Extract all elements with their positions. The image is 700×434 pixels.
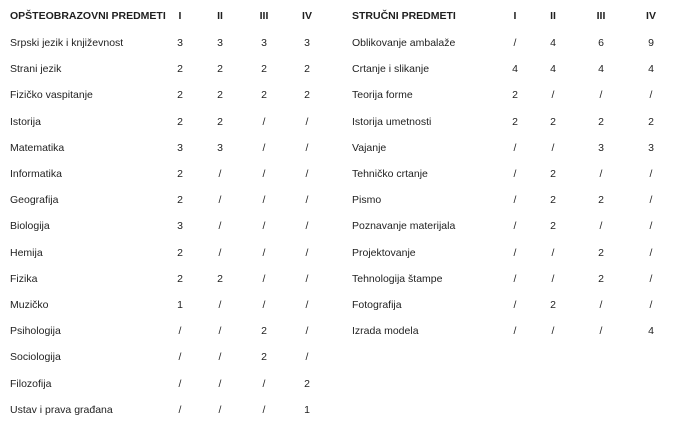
vocational-subject-name: Istorija umetnosti <box>352 116 432 128</box>
vocational-grade-header: III <box>596 10 606 22</box>
general-hours-cell: 3 <box>217 37 223 49</box>
general-hours-cell: 2 <box>177 168 183 180</box>
general-hours-cell: 2 <box>261 63 267 75</box>
general-subject-name: Psihologija <box>10 325 61 337</box>
vocational-hours-cell: / <box>513 325 517 337</box>
general-subjects-header: OPŠTEOBRAZOVNI PREDMETI <box>10 10 166 22</box>
vocational-hours-cell: / <box>599 168 603 180</box>
general-hours-cell: / <box>305 351 309 363</box>
general-hours-cell: 2 <box>177 273 183 285</box>
vocational-hours-cell: / <box>649 89 653 101</box>
vocational-hours-cell: 2 <box>598 116 604 128</box>
general-hours-cell: 3 <box>177 37 183 49</box>
general-hours-cell: 2 <box>304 378 310 390</box>
general-grade-header: III <box>259 10 269 22</box>
vocational-hours-cell: 4 <box>550 63 556 75</box>
general-hours-cell: / <box>218 194 222 206</box>
general-hours-cell: / <box>262 220 266 232</box>
general-hours-cell: 2 <box>261 325 267 337</box>
general-hours-cell: / <box>305 220 309 232</box>
general-hours-cell: / <box>218 351 222 363</box>
vocational-hours-cell: / <box>649 299 653 311</box>
vocational-subject-name: Projektovanje <box>352 247 416 259</box>
general-subject-name: Filozofija <box>10 378 52 390</box>
general-hours-cell: 2 <box>217 116 223 128</box>
general-hours-cell: / <box>178 325 182 337</box>
general-hours-cell: / <box>218 247 222 259</box>
vocational-hours-cell: / <box>551 89 555 101</box>
general-hours-cell: 2 <box>177 63 183 75</box>
vocational-subject-name: Tehničko crtanje <box>352 168 428 180</box>
general-hours-cell: / <box>305 247 309 259</box>
vocational-hours-cell: / <box>551 325 555 337</box>
vocational-hours-cell: 2 <box>598 273 604 285</box>
general-hours-cell: / <box>262 404 266 416</box>
general-hours-cell: / <box>262 273 266 285</box>
vocational-hours-cell: 4 <box>648 325 654 337</box>
general-subject-name: Strani jezik <box>10 63 62 75</box>
general-hours-cell: 2 <box>261 351 267 363</box>
vocational-subject-name: Crtanje i slikanje <box>352 63 430 75</box>
general-subject-name: Matematika <box>10 142 65 154</box>
general-hours-cell: 2 <box>304 89 310 101</box>
general-hours-cell: / <box>218 220 222 232</box>
vocational-hours-cell: / <box>599 299 603 311</box>
vocational-hours-cell: 4 <box>598 63 604 75</box>
vocational-hours-cell: / <box>513 142 517 154</box>
vocational-hours-cell: / <box>599 89 603 101</box>
general-hours-cell: / <box>262 116 266 128</box>
general-hours-cell: 1 <box>304 404 310 416</box>
general-hours-cell: 3 <box>261 37 267 49</box>
vocational-hours-cell: 3 <box>598 142 604 154</box>
general-grade-header: IV <box>302 10 312 22</box>
general-hours-cell: / <box>305 168 309 180</box>
general-hours-cell: 3 <box>177 142 183 154</box>
vocational-hours-cell: 4 <box>550 37 556 49</box>
vocational-hours-cell: / <box>551 273 555 285</box>
vocational-hours-cell: 4 <box>648 63 654 75</box>
vocational-subject-name: Oblikovanje ambalaže <box>352 37 456 49</box>
vocational-subjects-header: STRUČNI PREDMETI <box>352 10 456 22</box>
general-hours-cell: 2 <box>177 194 183 206</box>
general-hours-cell: / <box>305 325 309 337</box>
vocational-hours-cell: / <box>513 247 517 259</box>
vocational-hours-cell: / <box>551 142 555 154</box>
general-hours-cell: 2 <box>217 273 223 285</box>
general-subject-name: Informatika <box>10 168 62 180</box>
vocational-hours-cell: / <box>513 168 517 180</box>
vocational-hours-cell: / <box>649 168 653 180</box>
vocational-hours-cell: 2 <box>550 220 556 232</box>
general-hours-cell: / <box>178 351 182 363</box>
vocational-subject-name: Izrada modela <box>352 325 419 337</box>
general-hours-cell: 2 <box>217 89 223 101</box>
vocational-hours-cell: / <box>513 37 517 49</box>
vocational-hours-cell: / <box>551 247 555 259</box>
vocational-hours-cell: 2 <box>550 194 556 206</box>
general-hours-cell: 3 <box>177 220 183 232</box>
vocational-subject-name: Fotografija <box>352 299 402 311</box>
general-subject-name: Sociologija <box>10 351 61 363</box>
vocational-grade-header: I <box>513 10 517 22</box>
general-subject-name: Muzičko <box>10 299 49 311</box>
vocational-subject-name: Tehnologija štampe <box>352 273 443 285</box>
general-hours-cell: / <box>218 404 222 416</box>
vocational-subject-name: Teorija forme <box>352 89 413 101</box>
vocational-grade-header: II <box>550 10 556 22</box>
vocational-grade-header: IV <box>646 10 656 22</box>
general-hours-cell: / <box>305 116 309 128</box>
general-subject-name: Hemija <box>10 247 43 259</box>
general-hours-cell: / <box>218 378 222 390</box>
general-hours-cell: / <box>178 378 182 390</box>
vocational-hours-cell: 2 <box>550 168 556 180</box>
general-hours-cell: 2 <box>177 247 183 259</box>
general-subject-name: Istorija <box>10 116 41 128</box>
vocational-hours-cell: 2 <box>550 299 556 311</box>
general-grade-header: II <box>217 10 223 22</box>
vocational-hours-cell: / <box>513 299 517 311</box>
general-hours-cell: 2 <box>261 89 267 101</box>
general-hours-cell: 3 <box>217 142 223 154</box>
general-subject-name: Geografija <box>10 194 59 206</box>
general-hours-cell: / <box>218 325 222 337</box>
general-hours-cell: 2 <box>217 63 223 75</box>
vocational-hours-cell: / <box>513 194 517 206</box>
general-hours-cell: / <box>305 142 309 154</box>
general-hours-cell: / <box>178 404 182 416</box>
general-hours-cell: / <box>305 273 309 285</box>
general-hours-cell: / <box>305 194 309 206</box>
general-hours-cell: 2 <box>177 116 183 128</box>
general-subject-name: Fizika <box>10 273 38 285</box>
vocational-subject-name: Poznavanje materijala <box>352 220 456 232</box>
general-subject-name: Biologija <box>10 220 50 232</box>
general-subject-name: Ustav i prava građana <box>10 404 113 416</box>
general-hours-cell: 1 <box>177 299 183 311</box>
vocational-hours-cell: / <box>649 247 653 259</box>
vocational-hours-cell: / <box>649 220 653 232</box>
general-hours-cell: / <box>262 142 266 154</box>
general-hours-cell: / <box>262 378 266 390</box>
vocational-hours-cell: / <box>599 325 603 337</box>
general-hours-cell: 2 <box>304 63 310 75</box>
general-hours-cell: 2 <box>177 89 183 101</box>
general-hours-cell: / <box>305 299 309 311</box>
vocational-hours-cell: / <box>513 273 517 285</box>
general-hours-cell: / <box>262 194 266 206</box>
vocational-hours-cell: 9 <box>648 37 654 49</box>
vocational-hours-cell: 2 <box>598 194 604 206</box>
general-hours-cell: 3 <box>304 37 310 49</box>
vocational-hours-cell: / <box>513 220 517 232</box>
vocational-hours-cell: 6 <box>598 37 604 49</box>
vocational-hours-cell: 3 <box>648 142 654 154</box>
vocational-hours-cell: 2 <box>598 247 604 259</box>
vocational-hours-cell: 2 <box>512 116 518 128</box>
vocational-subject-name: Vajanje <box>352 142 387 154</box>
vocational-hours-cell: 2 <box>550 116 556 128</box>
general-subject-name: Srpski jezik i književnost <box>10 37 124 49</box>
general-hours-cell: / <box>218 299 222 311</box>
general-subject-name: Fizičko vaspitanje <box>10 89 93 101</box>
vocational-hours-cell: 2 <box>512 89 518 101</box>
general-hours-cell: / <box>262 247 266 259</box>
vocational-subject-name: Pismo <box>352 194 382 206</box>
vocational-hours-cell: / <box>649 273 653 285</box>
vocational-hours-cell: / <box>599 220 603 232</box>
general-hours-cell: / <box>218 168 222 180</box>
general-hours-cell: / <box>262 299 266 311</box>
general-grade-header: I <box>178 10 182 22</box>
general-hours-cell: / <box>262 168 266 180</box>
vocational-hours-cell: / <box>649 194 653 206</box>
vocational-hours-cell: 2 <box>648 116 654 128</box>
vocational-hours-cell: 4 <box>512 63 518 75</box>
